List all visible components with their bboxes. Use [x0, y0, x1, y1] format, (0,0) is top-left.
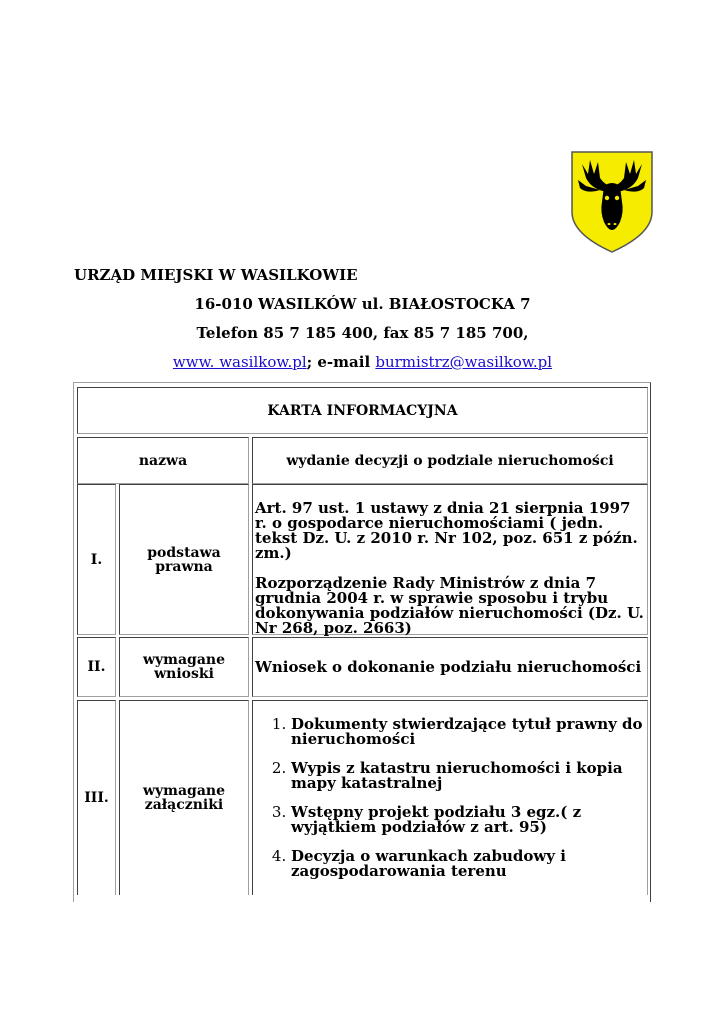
section-label: wymagane załączniki — [119, 700, 249, 895]
section-number: II. — [77, 637, 116, 697]
section-number: III. — [77, 700, 116, 895]
list-item: 1. Dokumenty stwierdzające tytuł prawny do nieruchomości — [291, 717, 647, 747]
legal-basis-paragraph: Rozporządzenie Rady Ministrów z dnia 7 grudnia 2004 r. w sprawie sposobu i trybu dokonywania podziałów nieruchomości (Dz. U. Nr 268, poz. 2663) — [255, 574, 644, 637]
section-label: wymagane wnioski — [119, 637, 249, 697]
office-phone: Telefon 85 7 185 400, fax 85 7 185 700, — [196, 324, 529, 342]
list-item: 2. Wypis z katastru nieruchomości i kopia mapy katastralnej — [291, 761, 647, 791]
email-link[interactable]: burmistrz@wasilkow.pl — [375, 353, 553, 371]
attachments-list — [253, 717, 647, 879]
contact-line — [0, 353, 725, 371]
website-link[interactable]: www. wasilkow.pl — [172, 353, 307, 371]
legal-basis — [252, 484, 648, 635]
office-name: URZĄD MIEJSKI W WASILKOWIE — [74, 266, 358, 284]
required-application: Wniosek o dokonanie podziału nieruchomości — [252, 637, 648, 697]
list-item: 3. Wstępny projekt podziału 3 egz.( z wyjątkiem podziałów z art. 95) — [291, 805, 647, 835]
name-label: nazwa — [77, 437, 249, 484]
name-value: wydanie decyzji o podziale nieruchomości — [252, 437, 648, 484]
section-number: I. — [77, 484, 116, 635]
moose-head-crest-icon — [570, 150, 654, 254]
list-item: 4. Decyzja o warunkach zabudowy i zagospodarowania terenu — [291, 849, 647, 879]
legal-basis-paragraph: Art. 97 ust. 1 ustawy z dnia 21 sierpnia 1997 r. o gospodarce nieruchomościami ( jedn. tekst Dz. U. z 2010 r. Nr 102, poz. 651 z późn. zm.) — [255, 499, 638, 562]
required-attachments — [252, 700, 648, 895]
section-label: podstawa prawna — [119, 484, 249, 635]
card-title: KARTA INFORMACYJNA — [77, 387, 648, 434]
office-address: 16-010 WASILKÓW ul. BIAŁOSTOCKA 7 — [194, 295, 531, 313]
email-label: ; e-mail — [306, 353, 376, 371]
